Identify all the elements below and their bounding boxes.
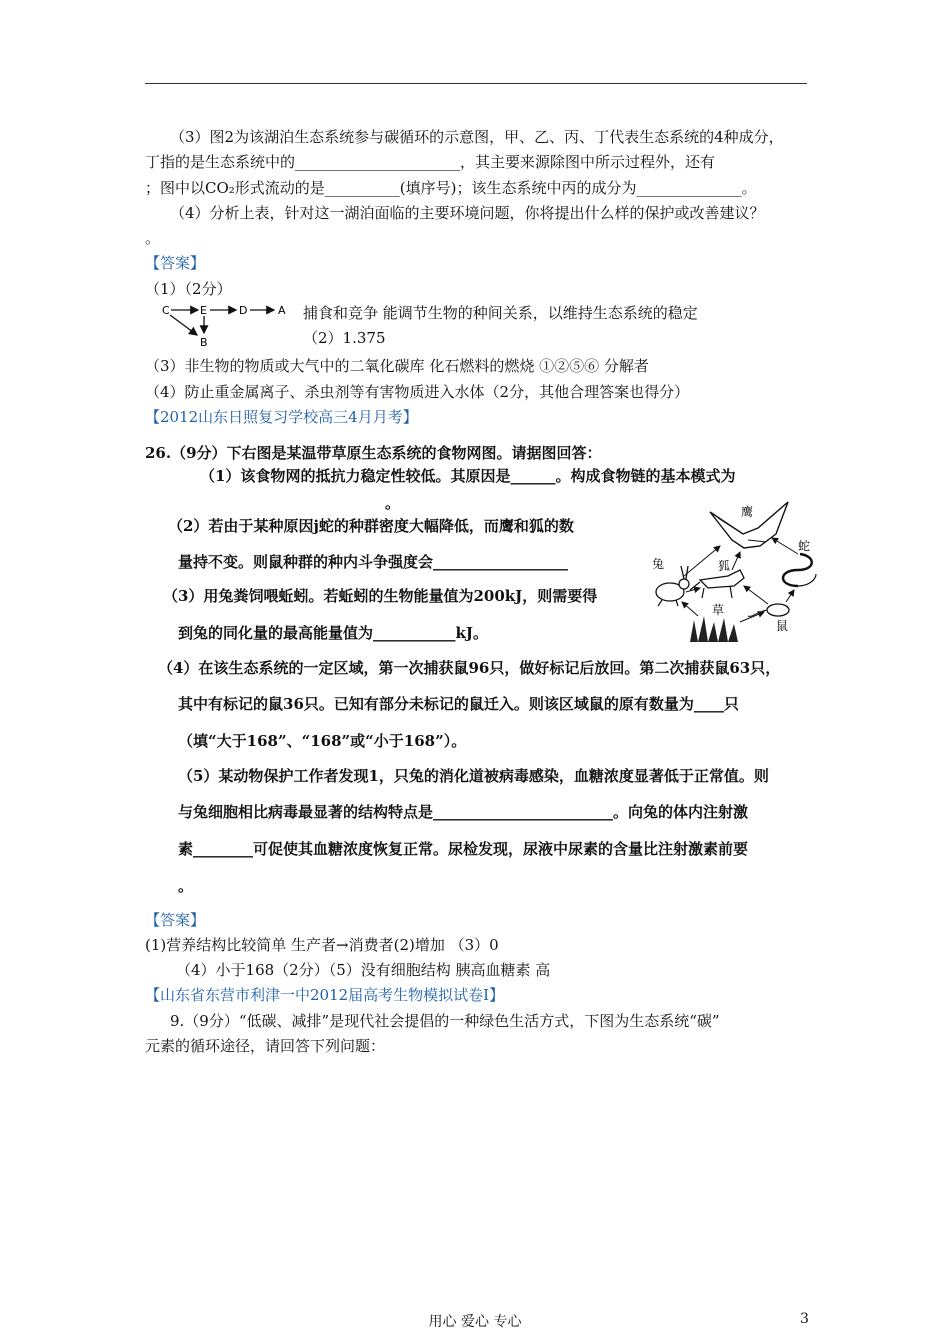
chain-node-c: C	[162, 304, 170, 317]
arrow-mouse-snake	[786, 590, 794, 602]
text-line: 【答案】	[145, 254, 206, 272]
text-line: 。	[145, 229, 161, 247]
fox-drawing	[690, 570, 744, 598]
grass-drawing	[690, 616, 738, 642]
food-web-figure	[648, 494, 828, 646]
text-line: 9.（9分）“低碳、减排”是现代社会提倡的一种绿色生活方式，下图为生态系统“碳”	[170, 1012, 720, 1030]
text-line: 。	[385, 494, 401, 512]
text-line: （4）分析上表，针对这一湖泊面临的主要环境问题，你将提出什么样的保护或改善建议？	[170, 204, 765, 222]
arrow-grass-mouse	[740, 612, 764, 622]
text-line: 与兔细胞相比病毒最显著的结构特点是________________________。向兔的体内注射激	[178, 803, 749, 821]
text-line: （1）该食物网的抵抗力稳定性较低。其原因是______。构成食物链的基本模式为	[200, 467, 736, 485]
arrow-grass-rabbit	[682, 602, 698, 616]
food-chain-svg	[160, 300, 290, 348]
label-eagle: 鹰	[741, 505, 754, 519]
text-line: （2）1.375	[303, 329, 386, 347]
arrow-rabbit-fox	[686, 588, 700, 592]
text-line: 量持不变。则鼠种群的种内斗争强度会__________________	[178, 553, 569, 571]
arrow-snake-eagle	[772, 538, 798, 554]
text-line: （4）防止重金属离子、杀虫剂等有害物质进入水体（2分，其他合理答案也得分）	[145, 383, 690, 401]
text-line: 。	[178, 877, 194, 895]
food-chain-diagram	[160, 300, 290, 348]
text-line: （3）非生物的物质或大气中的二氧化碳库 化石燃料的燃烧 ①②⑤⑥ 分解者	[145, 357, 649, 375]
arrow-rabbit-eagle	[684, 546, 720, 576]
label-snake: 蛇	[798, 539, 811, 553]
text-line: 元素的循环途径，请回答下列问题：	[145, 1037, 386, 1055]
label-rabbit: 兔	[652, 557, 665, 571]
text-line: 丁指的是生态系统中的______________________，其主要来源除图中所示过程外，还有	[145, 153, 716, 171]
snake-drawing	[783, 554, 816, 586]
chain-node-d: D	[239, 304, 248, 317]
label-fox: 狐	[718, 559, 731, 573]
arrow-c-b	[170, 315, 197, 335]
chain-node-e: E	[200, 304, 207, 317]
page-footer: 用心 爱心 专心	[428, 1314, 522, 1330]
text-line: （填“大于168”、“168”或“小于168”）。	[178, 732, 467, 750]
text-line: （2）若由于某种原因j蛇的种群密度大幅降低，而鹰和狐的数	[168, 517, 574, 535]
text-line: 素________可促使其血糖浓度恢复正常。尿检发现，尿液中尿素的含量比注射激素前要	[178, 840, 749, 858]
text-line: 【答案】	[145, 911, 206, 929]
text-line: 捕食和竞争 能调节生物的种间关系，以维持生态系统的稳定	[303, 304, 698, 322]
text-line: （3）图2为该湖泊生态系统参与碳循环的示意图，甲、乙、丙、丁代表生态系统的4种成分，	[170, 128, 784, 146]
label-grass: 草	[712, 603, 725, 617]
text-line: 到兔的同化量的最高能量值为___________kJ。	[178, 624, 488, 642]
text-line: （4）小于168（2分）（5）没有细胞结构 胰高血糖素 高	[176, 961, 551, 979]
header-rule	[145, 83, 807, 84]
text-line: （4）在该生态系统的一定区域，第一次捕获鼠96只，做好标记后放回。第二次捕获鼠63只，	[158, 659, 781, 677]
label-mouse: 鼠	[776, 619, 789, 633]
chain-node-a: A	[278, 304, 286, 317]
text-line: （3）用兔粪饲喂蚯蚓。若蚯蚓的生物能量值为200kJ，则需要得	[163, 587, 598, 605]
text-line: 【2012山东日照复习学校高三4月月考】	[145, 408, 418, 426]
text-line: （5）某动物保护工作者发现1，只兔的消化道被病毒感染，血糖浓度显著低于正常值。则	[178, 767, 769, 785]
text-line: （1）（2分）	[145, 280, 232, 298]
text-line: 【山东省东营市利津一中2012届高考生物模拟试卷Ⅰ】	[145, 986, 505, 1004]
arrow-fox-eagle	[732, 552, 740, 570]
page-number: 3	[800, 1311, 809, 1327]
text-line: (1)营养结构比较简单 生产者→消费者(2)增加 （3）0	[145, 936, 499, 954]
rabbit-drawing	[656, 566, 689, 606]
chain-node-b: B	[200, 336, 208, 348]
arrow-mouse-fox	[744, 586, 768, 604]
food-web-svg	[648, 494, 828, 646]
text-line: 其中有标记的鼠36只。已知有部分未标记的鼠迁入。则该区域鼠的原有数量为____只	[178, 695, 739, 713]
mouse-drawing	[748, 604, 789, 616]
text-line: 26.（9分）下右图是某温带草原生态系统的食物网图。请据图回答：	[145, 444, 602, 462]
text-line: ；图中以CO₂形式流动的是__________(填序号)；该生态系统中丙的成分为______________。	[145, 179, 757, 197]
